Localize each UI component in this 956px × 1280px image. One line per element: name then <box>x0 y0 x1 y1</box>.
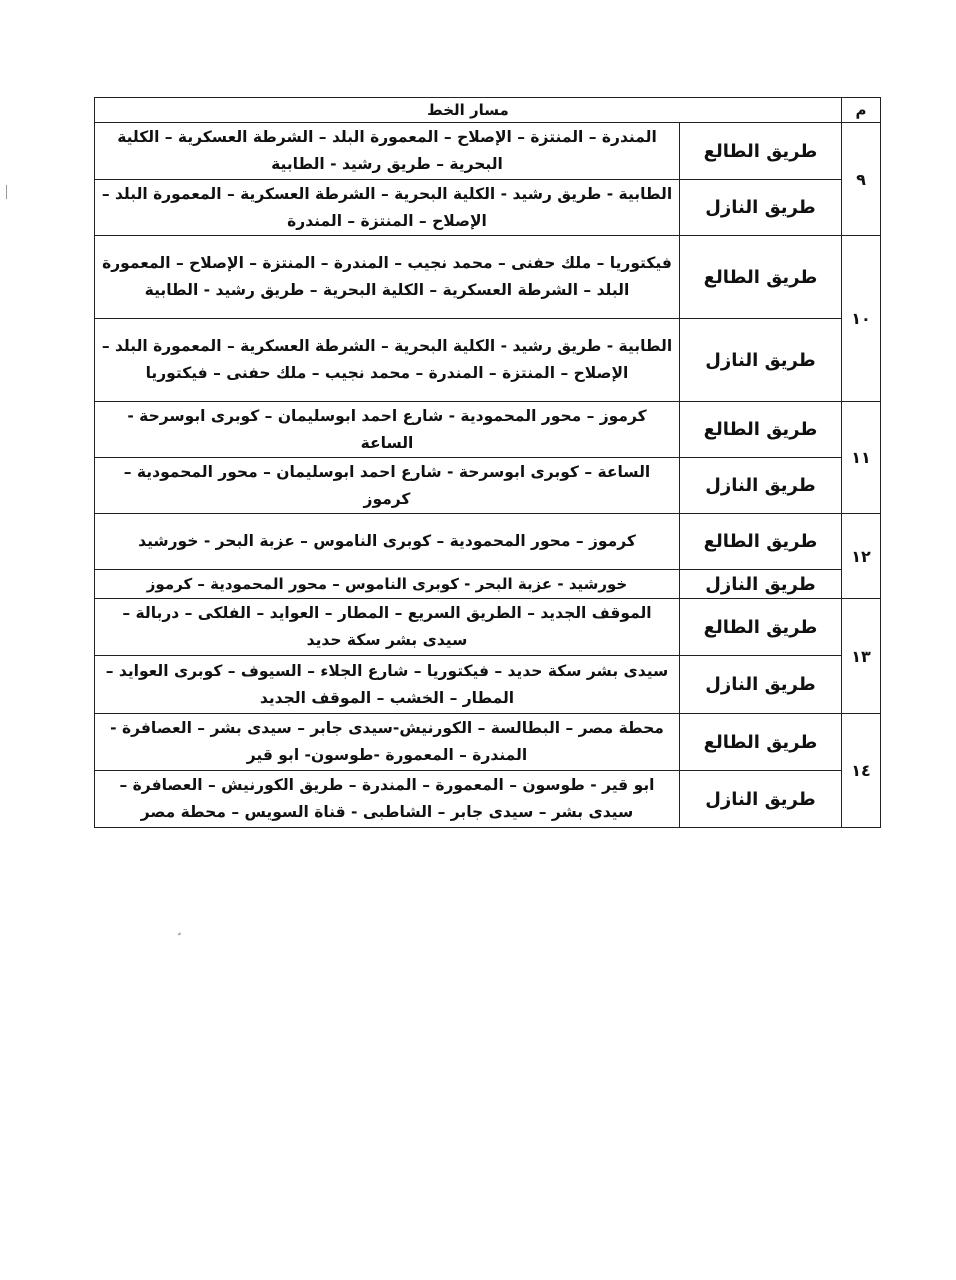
bus-routes-table <box>94 97 881 828</box>
table-row <box>95 123 881 180</box>
header-number: م <box>842 98 881 123</box>
route-text: سيدى بشر سكة حديد – فيكتوريا – شارع الجلاء – السيوف – كوبرى العوايد – المطار – الخشب – الموقف الجديد <box>95 656 680 714</box>
route-text: كرموز – محور المحمودية – كوبرى الناموس – عزبة البحر - خورشيد <box>95 514 680 570</box>
route-text: الساعة – كوبرى ابوسرحة - شارع احمد ابوسليمان – محور المحمودية – كرموز <box>95 458 680 514</box>
line-number: ١٣ <box>842 599 881 714</box>
table-row <box>95 236 881 319</box>
line-number: ١٢ <box>842 514 881 599</box>
route-text: الطابية - طريق رشيد - الكلية البحرية – الشرطة العسكرية – المعمورة البلد – الإصلاح – المنتزة – المندرة <box>95 180 680 236</box>
table-row <box>95 458 881 514</box>
direction-label: طريق الطالع <box>680 123 842 180</box>
route-text: فيكتوريا – ملك حفنى – محمد نجيب – المندرة – المنتزة – الإصلاح – المعمورة البلد – الشرطة العسكرية – الكلية البحرية – طريق رشيد - الطابية <box>95 236 680 319</box>
table-row <box>95 514 881 570</box>
scan-artifact <box>178 932 182 935</box>
route-text: محطة مصر – البطالسة – الكورنيش-سيدى جابر – سيدى بشر – العصافرة - المندرة – المعمورة -طوسون- ابو قير <box>95 714 680 771</box>
table-row <box>95 180 881 236</box>
route-text: المندرة – المنتزة – الإصلاح – المعمورة البلد – الشرطة العسكرية – الكلية البحرية – طريق رشيد - الطابية <box>95 123 680 180</box>
route-text: الطابية - طريق رشيد - الكلية البحرية – الشرطة العسكرية – المعمورة البلد – الإصلاح – المنتزة – المندرة – محمد نجيب – ملك حفنى – فيكتوريا <box>95 319 680 402</box>
direction-label: طريق النازل <box>680 570 842 599</box>
line-number: ٩ <box>842 123 881 236</box>
table-row <box>95 599 881 656</box>
route-text: خورشيد - عزبة البحر - كوبرى الناموس – محور المحمودية – كرموز <box>95 570 680 599</box>
direction-label: طريق النازل <box>680 656 842 714</box>
table-row <box>95 319 881 402</box>
direction-label: طريق النازل <box>680 180 842 236</box>
table-row <box>95 656 881 714</box>
direction-label: طريق الطالع <box>680 402 842 458</box>
line-number: ١٠ <box>842 236 881 402</box>
header-route: مسار الخط <box>95 98 842 123</box>
direction-label: طريق الطالع <box>680 514 842 570</box>
table-row <box>95 771 881 828</box>
line-number: ١٤ <box>842 714 881 828</box>
route-text: الموقف الجديد – الطريق السريع – المطار – العوايد – الفلكى – دربالة – سيدى بشر سكة حديد <box>95 599 680 656</box>
direction-label: طريق الطالع <box>680 599 842 656</box>
table-row <box>95 402 881 458</box>
direction-label: طريق النازل <box>680 771 842 828</box>
line-number: ١١ <box>842 402 881 514</box>
table-header-row <box>95 98 881 123</box>
direction-label: طريق الطالع <box>680 714 842 771</box>
table-row <box>95 570 881 599</box>
direction-label: طريق النازل <box>680 458 842 514</box>
table-row <box>95 714 881 771</box>
route-text: كرموز – محور المحمودية - شارع احمد ابوسليمان – كوبرى ابوسرحة - الساعة <box>95 402 680 458</box>
scan-artifact <box>6 185 7 199</box>
route-text: ابو قير - طوسون – المعمورة – المندرة – طريق الكورنيش – العصافرة – سيدى بشر – سيدى جابر – الشاطبى - قناة السويس – محطة مصر <box>95 771 680 828</box>
direction-label: طريق النازل <box>680 319 842 402</box>
direction-label: طريق الطالع <box>680 236 842 319</box>
